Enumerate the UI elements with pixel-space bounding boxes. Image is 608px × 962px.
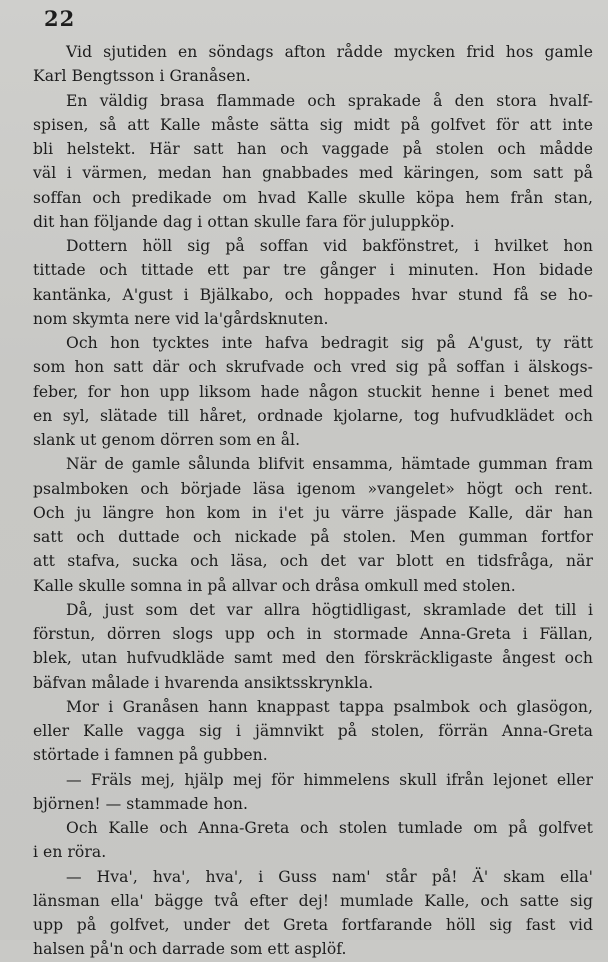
text-line: björnen! — stammade hon. [33, 794, 248, 813]
text-line: bli helstekt. Här satt han och vaggade på stolen och mådde [33, 140, 593, 158]
text-line: en syl, slätade till håret, ordnade kjolarne, tog hufvudklädet och [33, 406, 593, 425]
text-line: som hon satt där och skrufvade och vred sig på soffan i älskogs- [33, 358, 593, 377]
text-line: blek, utan hufvudkläde samt med den förskräckligaste ångest och [33, 649, 593, 668]
text-line: tittade och tittade ett par tre gånger i minuten. Hon bidade [33, 261, 593, 280]
text-line: Och Kalle och Anna-Greta och stolen tumlade om på golfvet [66, 819, 593, 837]
text-line: Kalle skulle somna in på allvar och dråsa omkull med stolen. [33, 576, 516, 595]
text-line: förstun, dörren slogs upp och in stormade Anna-Greta i Fällan, [33, 625, 593, 643]
text-line: En väldig brasa flammade och sprakade å den stora hvalf- [66, 91, 593, 110]
text-line: väl i värmen, medan han gnabbades med käringen, som satt på [33, 164, 593, 183]
text-line: störtade i famnen på gubben. [33, 746, 268, 765]
text-line: spisen, så att Kalle måste sätta sig midt på golfvet för att inte [33, 115, 593, 134]
text-line: Mor i Granåsen hann knappast tappa psalmbok och glasögon, [66, 697, 593, 716]
text-line: soffan och predikade om hvad Kalle skulle köpa hem från stan, [33, 188, 593, 207]
text-line: Och hon tycktes inte hafva bedragit sig på A'gust, ty rätt [66, 334, 593, 352]
text-line: slank ut genom dörren som en ål. [33, 431, 301, 449]
body-text [33, 40, 593, 962]
page-number: 22 [44, 6, 76, 31]
text-line: — Hva', hva', hva', i Guss nam' står på! Ä' skam ella' [66, 867, 593, 886]
text-line: Karl Bengtsson i Granåsen. [33, 67, 251, 86]
text-line: eller Kalle vagga sig i jämnvikt på stolen, förrän Anna-Greta [33, 722, 593, 740]
text-line: Och ju längre hon kom in i'et ju värre jäspade Kalle, där han [33, 503, 593, 522]
text-line: att stafva, sucka och läsa, och det var blott en tidsfråga, när [33, 552, 593, 571]
text-line: — Fräls mej, hjälp mej för himmelens skull ifrån lejonet eller [66, 770, 593, 789]
text-line: dit han följande dag i ottan skulle fara för juluppköp. [33, 212, 455, 231]
text-line: Då, just som det var allra högtidligast, skramlade det till i [66, 600, 593, 619]
text-line: Dottern höll sig på soffan vid bakfönstret, i hvilket hon [66, 237, 593, 255]
text-line: bäfvan målade i hvarenda ansiktsskrynkla. [33, 673, 374, 692]
text-line: halsen på'n och darrade som ett asplöf. [33, 940, 347, 959]
text-line: feber, for hon upp liksom hade någon stuckit henne i benet med [33, 382, 593, 401]
text-line: upp på golfvet, under det Greta fortfarande höll sig fast vid [33, 916, 593, 934]
text-line: kantänka, A'gust i Bjälkabo, och hoppades hvar stund få se ho- [33, 285, 593, 304]
text-line: nom skymta nere vid la'gårdsknuten. [33, 309, 329, 328]
text-line: i en röra. [33, 843, 107, 862]
text-line: satt och duttade och nickade på stolen. Men gumman fortfor [33, 528, 593, 546]
text-line: psalmboken och började läsa igenom »vangelet» högt och rent. [33, 479, 593, 498]
text-line: När de gamle sålunda blifvit ensamma, hämtade gumman fram [66, 455, 593, 474]
text-line: länsman ella' bägge två efter dej! mumlade Kalle, och satte sig [33, 891, 593, 910]
text-line: Vid sjutiden en söndags afton rådde mycken frid hos gamle [66, 43, 593, 61]
